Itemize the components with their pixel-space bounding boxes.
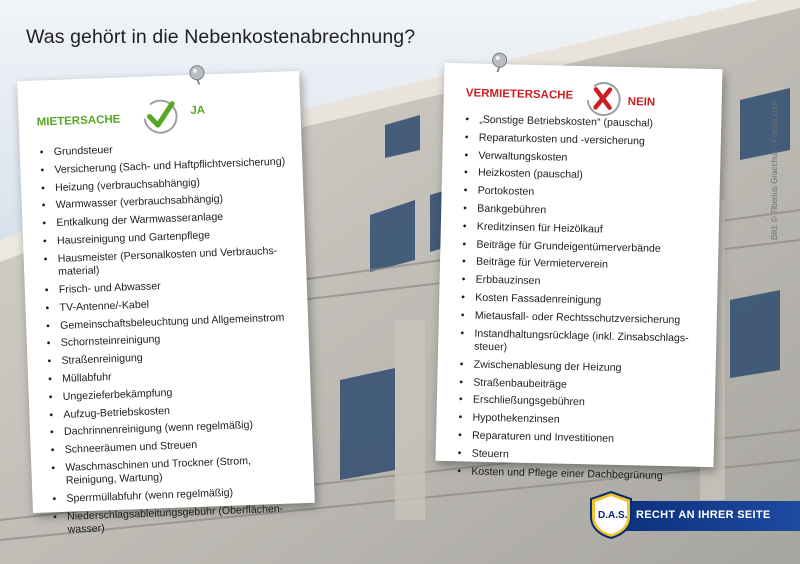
list-item: • Zwischenablesung der Heizung: [460, 358, 705, 377]
list-item: • Versicherung (Sach- und Haftpflichtversicherung): [40, 155, 292, 178]
logo-text: D.A.S.: [598, 510, 628, 521]
list-item: • Straßenbaubeiträge: [459, 376, 704, 395]
list-item: • Steuern: [458, 447, 703, 466]
list-item: • Waschmaschinen und Trockner (Strom, Reinigung, Wartung): [51, 453, 304, 489]
list-item: • Kosten Fassadenreinigung: [461, 291, 706, 310]
list-item: • Ungezieferbekämpfung: [49, 382, 301, 405]
ja-label: JA: [190, 104, 206, 117]
list-item: • Gemeinschaftsbeleuchtung und Allgemeinstrom: [46, 311, 298, 334]
pushpin-icon: [489, 52, 509, 72]
list-item: • Frisch- und Abwasser: [45, 275, 297, 298]
list-item: • Schneeräumen und Streuen: [51, 435, 303, 458]
list-item: • Erschließungsgebühren: [459, 394, 704, 413]
list-item: • Hausreinigung und Gartenpflege: [43, 226, 295, 249]
x-icon: [581, 78, 624, 119]
list-item: • Warmwasser (verbrauchsabhängig): [42, 191, 294, 214]
mietersache-list: [40, 137, 306, 542]
list-item: • Niederschlagsableitungsgebühr (Oberflächen-wasser): [53, 502, 306, 538]
list-item: • Straßenreinigung: [47, 346, 299, 369]
list-item: • Portokosten: [463, 185, 708, 204]
list-item: • Grundsteuer: [40, 137, 292, 160]
list-item: • Kreditzinsen für Heizölkauf: [463, 220, 708, 239]
mietersache-heading: MIETERSACHE: [36, 113, 121, 129]
list-item: • Erbbauzinsen: [461, 274, 706, 293]
list-item: • Instandhaltungsrücklage (inkl. Zinsabschlags-steuer): [460, 327, 706, 359]
das-brand-banner: [588, 490, 800, 540]
photo-credit: Bild: © Tiberius Gracchus - Fotolia.com: [770, 101, 779, 240]
list-item: • Beiträge für Grundeigentümerverbände: [462, 238, 707, 257]
list-item: • Beiträge für Vermieterverein: [462, 256, 707, 275]
list-item: • Hausmeister (Personalkosten und Verbrauchs-material): [43, 244, 296, 280]
list-item: • Reparaturkosten und -versicherung: [465, 131, 710, 150]
vermietersache-card: [436, 63, 723, 482]
nein-label: NEIN: [627, 96, 656, 109]
vermietersache-heading: VERMIETERSACHE: [465, 87, 574, 102]
list-item: • Heizkosten (pauschal): [464, 167, 709, 186]
list-item: • Schornsteinreinigung: [47, 329, 299, 352]
list-item: • Dachrinnenreinigung (wenn regelmäßig): [50, 417, 302, 440]
list-item: • Aufzug-Betriebskosten: [49, 400, 301, 423]
brand-slogan: RECHT AN IHRER SEITE: [636, 509, 771, 521]
list-item: • Heizung (verbrauchsabhängig): [41, 173, 293, 196]
list-item: • Sperrmüllabfuhr (wenn regelmäßig): [52, 484, 304, 507]
list-item: • Reparaturen und Investitionen: [458, 429, 703, 448]
page-title: Was gehört in die Nebenkostenabrechnung?: [26, 26, 416, 48]
vermietersache-list: [457, 113, 710, 488]
list-item: • Hypothekenzinsen: [458, 411, 703, 430]
list-item: • Verwaltungskosten: [464, 149, 709, 168]
pushpin-icon: [187, 64, 208, 85]
list-item: • Entkalkung der Warmwasseranlage: [42, 208, 294, 231]
list-item: • Kosten und Pflege einer Dachbegrünung: [457, 465, 702, 484]
check-icon: [138, 95, 181, 137]
list-item: • „Sonstige Betriebskosten“ (pauschal): [465, 113, 710, 132]
list-item: • Mietausfall- oder Rechtsschutzversicherung: [461, 309, 706, 328]
list-item: • Müllabfuhr: [48, 364, 300, 387]
mietersache-card: [17, 71, 315, 537]
list-item: • TV-Antenne/-Kabel: [45, 293, 297, 316]
list-item: • Bankgebühren: [463, 202, 708, 221]
